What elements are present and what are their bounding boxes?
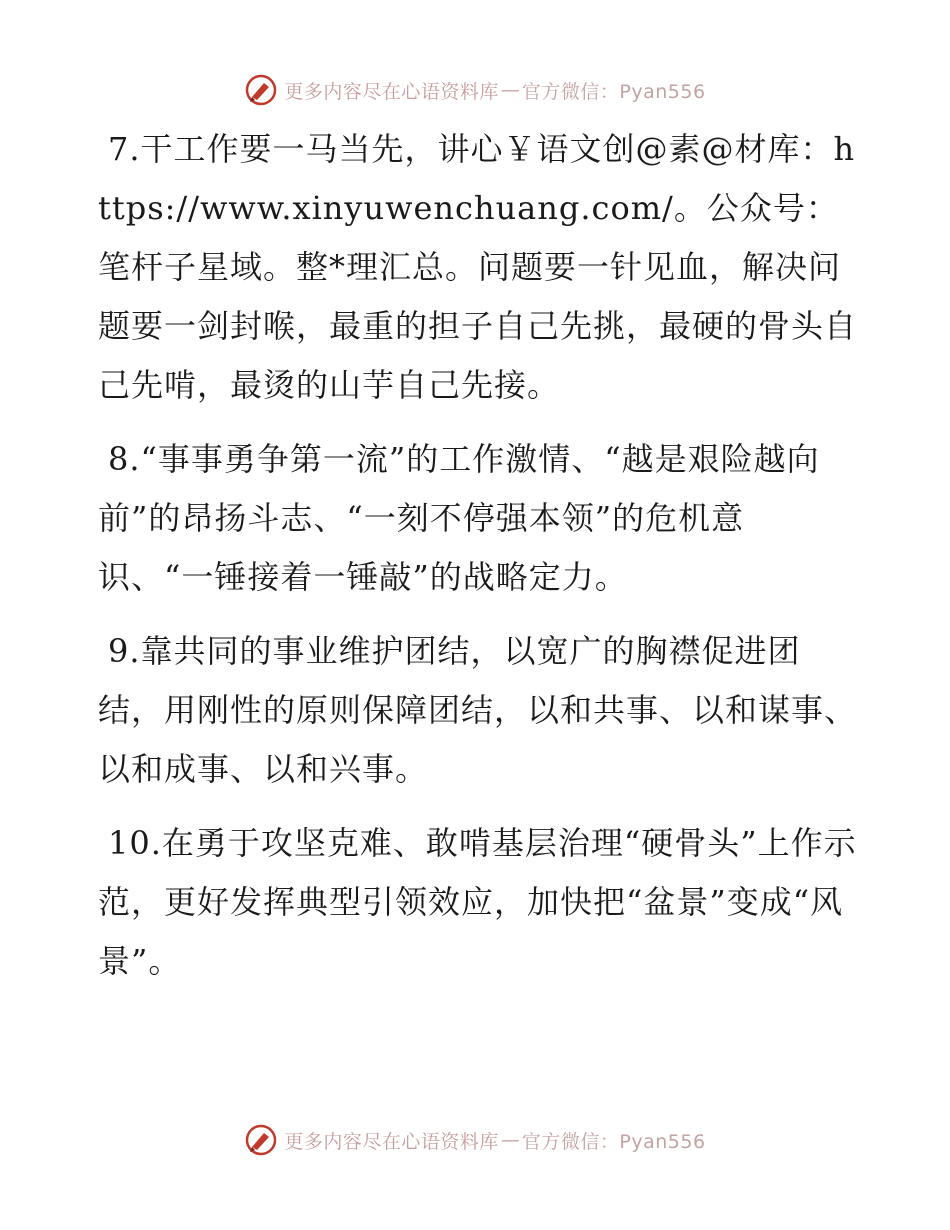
paragraph-8: 8.“事事勇争第一流”的工作激情、“越是艰险越向前”的昂扬斗志、“一刻不停强本领”的危机意识、“一锤接着一锤敲”的战略定力。 [98, 440, 820, 596]
banner-dash: — [500, 79, 520, 101]
banner-left-text: 更多内容尽在心语资料库 [284, 1130, 499, 1153]
pen-logo-icon [244, 73, 278, 107]
pen-logo-icon [244, 1123, 278, 1157]
banner-right-text: 官方微信：Pyan556 [521, 80, 706, 103]
banner-dash: — [500, 1129, 520, 1151]
header-watermark-banner [0, 70, 950, 110]
banner-right-text: 官方微信：Pyan556 [521, 1130, 706, 1153]
footer-watermark-banner [0, 1120, 950, 1160]
paragraph-7: 7.干工作要一马当先，讲心￥语文创@素@材库：https://www.xinyuwenchuang.com/。公众号：笔杆子星域。整*理汇总。问题要一针见血，解决问题要一剑封喉，最重的担子自己先挑，最硬的骨头自己先啃，最烫的山芋自己先接。 [98, 130, 858, 404]
banner-left-text: 更多内容尽在心语资料库 [284, 80, 499, 103]
paragraph-9: 9.靠共同的事业维护团结，以宽广的胸襟促进团结，用刚性的原则保障团结，以和共事、以和谋事、以和成事、以和兴事。 [98, 632, 858, 788]
paragraph-10: 10.在勇于攻坚克难、敢啃基层治理“硬骨头”上作示范，更好发挥典型引领效应，加快把“盆景”变成“风景”。 [98, 824, 857, 980]
document-body [98, 120, 858, 1006]
